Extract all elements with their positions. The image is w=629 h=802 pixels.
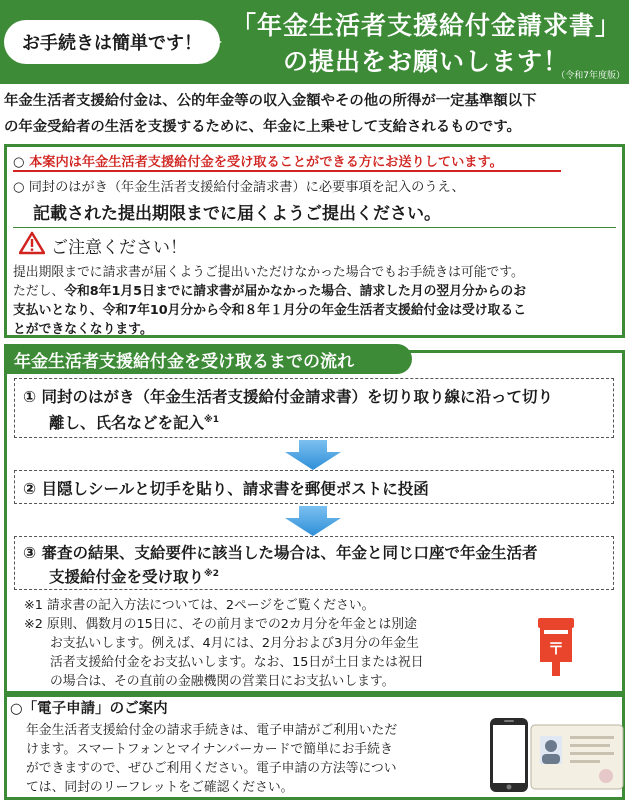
- online-line-1: 年金生活者支援給付金の請求手続きは、電子申請がご利用いただ: [26, 723, 398, 738]
- bubble-tail: [204, 34, 222, 50]
- my-number-card-icon: [530, 724, 624, 790]
- step-3-line-2: [49, 565, 219, 587]
- footnote-mark-2: ※2: [204, 568, 220, 579]
- title-line-2: の提出をお願いします！: [282, 47, 569, 76]
- warning-triangle-icon: [19, 231, 45, 255]
- notice-line-2-text: 同封のはがき（年金生活者支援給付金請求書）に必要事項を記入のうえ、: [28, 180, 465, 195]
- red-line-text: 本案内は年金生活者支援給付金を受け取ることができる方にお送りしています。: [29, 155, 503, 170]
- postbox-icon: [534, 616, 578, 678]
- notice-line-2: [13, 176, 465, 195]
- step-3: [14, 536, 614, 590]
- intro-text: [4, 88, 625, 140]
- easy-procedure-bubble: お手続きは簡単です！: [4, 20, 220, 64]
- online-line-3: ができますので、ぜひご利用ください。電子申請の方法等につい: [26, 761, 397, 776]
- smartphone-icon: [488, 716, 530, 794]
- notice-box: [4, 144, 625, 338]
- bullet: ○: [13, 155, 25, 170]
- footnote-2-line-4: の場合は、その直前の金融機関の営業日にお支払いします。: [50, 674, 395, 689]
- fiscal-year-label: （令和7年度版）: [556, 71, 625, 81]
- svg-text:〒: 〒: [547, 639, 565, 658]
- caution-p2-bold: 令和8年1月5日までに請求書が届かなかった場合、請求した月の翌月分からのお: [64, 284, 526, 299]
- step-1-line-1: ① 同封のはがき（年金生活者支援給付金請求書）を切り取り線に沿って切り: [23, 388, 554, 406]
- down-arrow-icon: [283, 440, 343, 470]
- caution-paragraph-4: とができなくなります。: [13, 322, 153, 337]
- online-line-4: ては、同封のリーフレットをご確認ください。: [26, 780, 294, 795]
- footnote-2-line-2: お支払いします。例えば、4月には、2月分および3月分の年金生: [50, 636, 419, 651]
- intro-line-1: 年金生活者支援給付金は、公的年金等の収入金額やその他の所得が一定基準額以下: [4, 93, 537, 109]
- caution-paragraph-1: 提出期限までに請求書が届くようご提出いただけなかった場合でもお手続きは可能です。: [13, 265, 524, 280]
- step-1-line-2: [49, 411, 219, 433]
- step-1-line-2-text: 離し、氏名などを記入: [49, 414, 205, 432]
- footnote-1: ※1 請求書の記入方法については、2ページをご覧ください。: [24, 598, 375, 613]
- red-underline: [13, 170, 561, 172]
- deadline-emphasis: 記載された提出期限までに届くようご提出ください。: [33, 204, 441, 224]
- step-3-line-2-text: 支援給付金を受け取り: [49, 568, 205, 586]
- step-2-text: ② 目隠しシールと切手を貼り、請求書を郵便ポストに投函: [23, 480, 429, 498]
- footnote-2-line-3: 活者支援給付金をお支払いします。なお、15日が土日または祝日: [50, 655, 424, 670]
- online-heading: ○「電子申請」のご案内: [10, 701, 168, 717]
- bullet: ○: [13, 180, 25, 195]
- footnote-mark-1: ※1: [204, 414, 220, 425]
- caution-p2-prefix: ただし、: [13, 284, 65, 299]
- flow-heading: 年金生活者支援給付金を受け取るまでの流れ: [4, 344, 412, 374]
- down-arrow-icon: [283, 506, 343, 536]
- caution-title: ご注意ください！: [51, 238, 187, 258]
- online-line-2: けます。スマートフォンとマイナンバーカードで簡単にお手続き: [26, 742, 393, 757]
- notice-red-line: [13, 151, 503, 170]
- step-2: [14, 470, 614, 504]
- caution-paragraph-2: [13, 280, 526, 299]
- title-line-1: 「年金生活者支援給付金請求書」: [230, 11, 621, 40]
- divider: [13, 227, 616, 228]
- intro-line-2: の年金受給者の生活を支援するために、年金に上乗せして支給されるものです。: [4, 119, 521, 135]
- step-1: [14, 378, 614, 438]
- caution-paragraph-3: 支払いとなり、令和7年10月分から令和８年１月分の年金生活者支援給付金は受け取るこ: [13, 303, 526, 318]
- step-3-line-1: ③ 審査の結果、支給要件に該当した場合は、年金と同じ口座で年金生活者: [23, 544, 538, 562]
- footnote-2-line-1: ※2 原則、偶数月の15日に、その前月までの2カ月分を年金とは別途: [24, 617, 417, 632]
